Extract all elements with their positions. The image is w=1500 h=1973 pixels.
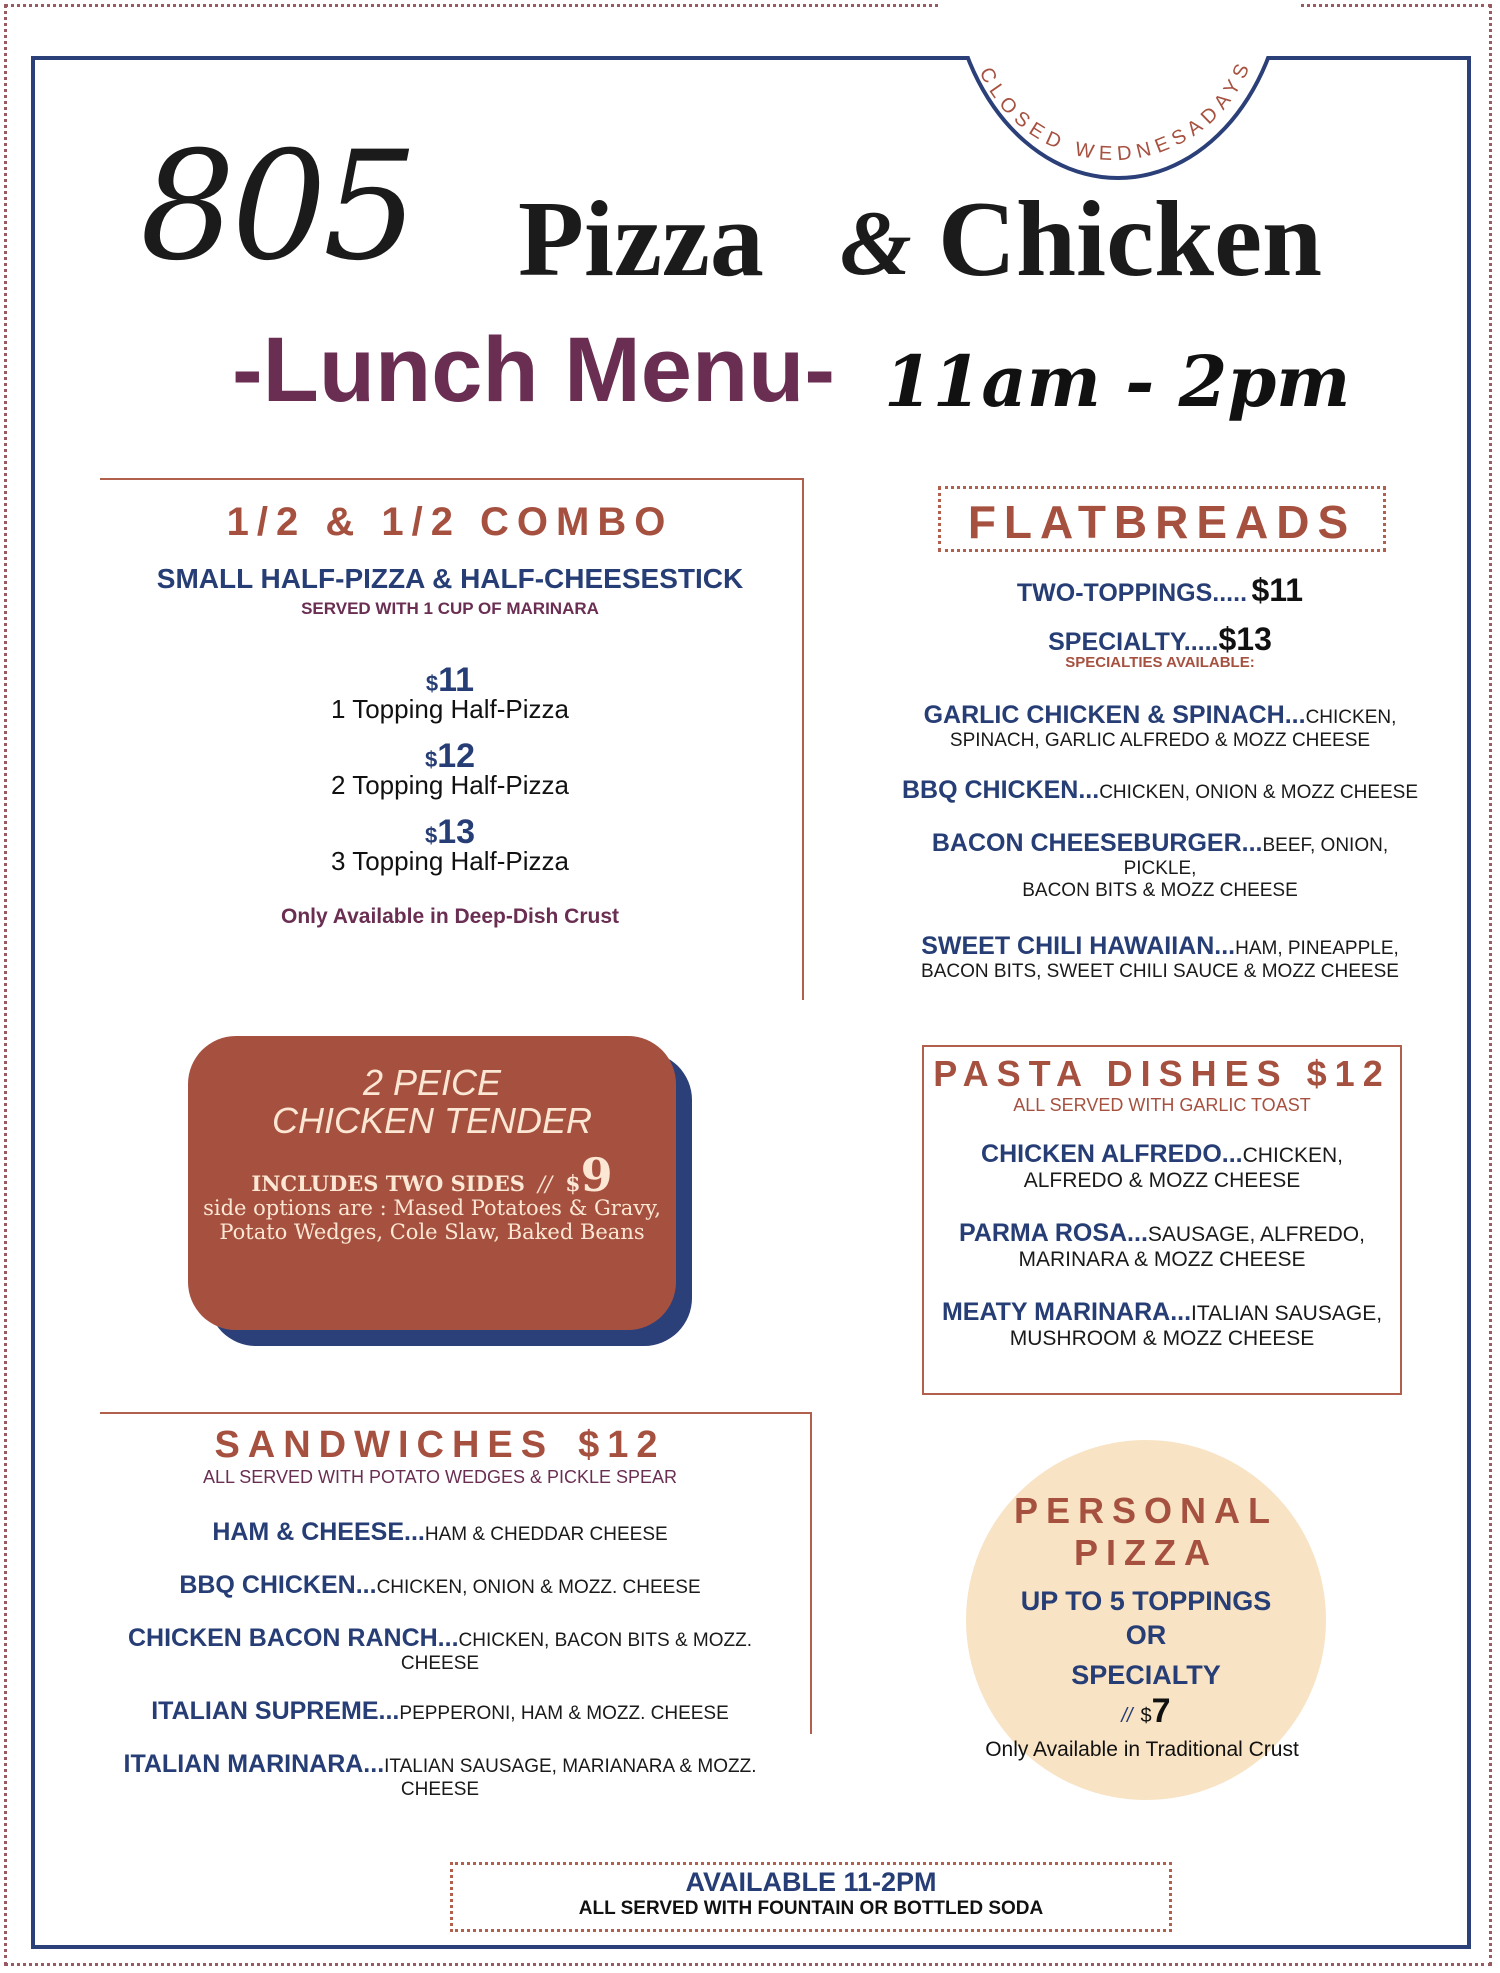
personal-title-1: PERSONAL [1013, 1490, 1279, 1531]
menu-text: SAUSAGE, ALFREDO, [1147, 1223, 1365, 1246]
title-word-pizza: Pizza [518, 180, 764, 299]
sandwiches-top-line [100, 1412, 812, 1414]
menu-text: PEPPERONI, HAM & MOZZ. CHEESE [399, 1703, 729, 1724]
menu-text: $ [424, 823, 438, 848]
menu-text: HAM & CHEESE... [212, 1518, 425, 1546]
sandwiches-title: SANDWICHES [214, 1424, 555, 1466]
menu-text: CHICKEN, ONION & MOZZ CHEESE [1099, 782, 1419, 803]
menu-text: // [1121, 1705, 1133, 1727]
sandwiches-price: $12 [578, 1424, 666, 1466]
menu-text: BEEF, ONION, PICKLE, [1123, 835, 1389, 879]
flatbread-item [900, 776, 1420, 805]
sandwich-item [100, 1571, 780, 1600]
combo-price: 13 [437, 813, 476, 851]
menu-text: CHICKEN, BACON BITS & MOZZ. [458, 1630, 753, 1651]
title-ampersand: & [840, 192, 912, 294]
menu-text: PARMA ROSA... [959, 1219, 1148, 1247]
menu-text: ALFREDO & MOZZ CHEESE [1023, 1169, 1301, 1192]
menu-text: CHEESE [400, 1653, 480, 1674]
menu-text: CHEESE [400, 1779, 480, 1800]
menu-text: BACON BITS, SWEET CHILI SAUCE & MOZZ CHEESE [921, 961, 1399, 982]
logo-number: 805 [140, 120, 415, 294]
two-toppings-label: TWO-TOPPINGS..... [1016, 579, 1248, 607]
menu-text: HAM & CHEDDAR CHEESE [424, 1524, 668, 1545]
menu-text: BACON CHEESEBURGER... [931, 829, 1263, 857]
menu-text: $ [425, 671, 439, 696]
pasta-item [924, 1298, 1400, 1351]
title-word-chicken: Chicken [938, 180, 1323, 299]
combo-note: SERVED WITH 1 CUP OF MARINARA [301, 599, 599, 618]
menu-text: CHICKEN ALFREDO... [981, 1140, 1243, 1168]
flatbread-item [900, 701, 1420, 752]
menu-text: BBQ CHICKEN... [901, 776, 1100, 804]
combo-price: 11 [438, 661, 475, 699]
personal-footer: Only Available in Traditional Crust [985, 1738, 1299, 1761]
specialties-note: SPECIALTIES AVAILABLE: [1065, 654, 1255, 671]
combo-section [100, 500, 800, 929]
pasta-note: ALL SERVED WITH GARLIC TOAST [1013, 1095, 1311, 1115]
pasta-item [924, 1219, 1400, 1272]
menu-text: SWEET CHILI HAWAIIAN... [921, 932, 1236, 960]
menu-text: CHICKEN BACON RANCH... [127, 1624, 459, 1652]
footer-available: AVAILABLE 11-2PM [685, 1867, 937, 1897]
combo-option-label: 3 Topping Half-Pizza [331, 846, 569, 876]
flatbreads-title: FLATBREADS [938, 486, 1386, 552]
menu-text: $ [565, 1171, 581, 1197]
combo-price: 12 [437, 737, 476, 775]
combo-option [100, 661, 800, 725]
flatbreads-section [900, 572, 1420, 983]
tender-sides-1: side options are : Mased Potatoes & Gravy, [203, 1196, 661, 1220]
menu-text: CHICKEN, [1305, 707, 1397, 728]
footer-drinks: ALL SERVED WITH FOUNTAIN OR BOTTLED SODA [578, 1898, 1044, 1919]
tender-title-1: 2 PEICE [362, 1062, 502, 1103]
closed-banner-text: CLOSED WEDNESADAYS [974, 55, 1257, 166]
combo-option [100, 737, 800, 801]
combo-option-label: 1 Topping Half-Pizza [331, 694, 569, 724]
subtitle-lunch-menu: -Lunch Menu- [232, 319, 835, 421]
menu-text: MUSHROOM & MOZZ CHEESE [1009, 1327, 1315, 1350]
personal-price: 7 [1151, 1692, 1171, 1730]
menu-text: $ [1140, 1705, 1152, 1727]
combo-top-line [100, 478, 804, 480]
pasta-item [924, 1140, 1400, 1193]
lunch-hours: 11am - 2pm [884, 340, 1351, 423]
restaurant-title [140, 120, 1400, 300]
menu-text: HAM, PINEAPPLE, [1235, 938, 1399, 959]
personal-title-2: PIZZA [1074, 1532, 1218, 1573]
combo-right-line [802, 478, 804, 1000]
tender-title-2: CHICKEN TENDER [271, 1100, 593, 1141]
personal-line-2: OR [1125, 1620, 1167, 1650]
combo-footer: Only Available in Deep-Dish Crust [280, 905, 620, 928]
menu-text: $ [424, 747, 438, 772]
tender-sides-2: Potato Wedges, Cole Slaw, Baked Beans [219, 1220, 645, 1244]
two-toppings-price: $11 [1251, 572, 1304, 608]
menu-text: ITALIAN MARINARA... [123, 1750, 385, 1778]
pasta-title: PASTA DISHES $12 [933, 1053, 1391, 1094]
menu-text: ITALIAN SUPREME... [151, 1697, 400, 1725]
combo-option [100, 813, 800, 877]
menu-text: CHICKEN, ONION & MOZZ. CHEESE [376, 1577, 701, 1598]
menu-text: SPINACH, GARLIC ALFREDO & MOZZ CHEESE [949, 730, 1371, 751]
flatbread-item [900, 829, 1420, 902]
menu-text: GARLIC CHICKEN & SPINACH... [923, 701, 1306, 729]
personal-line-3: SPECIALTY [1071, 1660, 1221, 1690]
sandwich-item [100, 1518, 780, 1547]
combo-title: 1/2 & 1/2 COMBO [226, 500, 674, 544]
menu-text: ITALIAN SAUSAGE, [1191, 1302, 1383, 1325]
specialty-label: SPECIALTY..... [1048, 628, 1219, 656]
sandwiches-right-line [810, 1412, 812, 1734]
menu-text: BBQ CHICKEN... [179, 1571, 377, 1599]
menu-text: ITALIAN SAUSAGE, MARIANARA & MOZZ. [384, 1756, 757, 1777]
combo-option-label: 2 Topping Half-Pizza [331, 770, 569, 800]
personal-line-1: UP TO 5 TOPPINGS [1020, 1586, 1272, 1616]
menu-text: MARINARA & MOZZ CHEESE [1018, 1248, 1306, 1271]
sandwich-item [100, 1697, 780, 1726]
tender-includes: INCLUDES TWO SIDES [251, 1171, 525, 1196]
flatbread-item [900, 932, 1420, 983]
menu-text: MEATY MARINARA... [941, 1298, 1192, 1326]
sandwiches-note: ALL SERVED WITH POTATO WEDGES & PICKLE SPEAR [202, 1467, 678, 1487]
menu-text: // [538, 1172, 553, 1196]
footer-box [450, 1862, 1172, 1932]
combo-subtitle: SMALL HALF-PIZZA & HALF-CHEESESTICK [156, 563, 744, 594]
sandwich-item [100, 1624, 780, 1675]
tender-card [188, 1036, 676, 1330]
menu-text: CHICKEN, [1242, 1144, 1343, 1167]
specialty-price: $13 [1218, 621, 1272, 657]
menu-text: BACON BITS & MOZZ CHEESE [1022, 880, 1298, 901]
sandwich-item [100, 1750, 780, 1801]
pasta-section [922, 1045, 1402, 1395]
sandwiches-section [100, 1424, 780, 1801]
tender-price: 9 [580, 1148, 613, 1202]
